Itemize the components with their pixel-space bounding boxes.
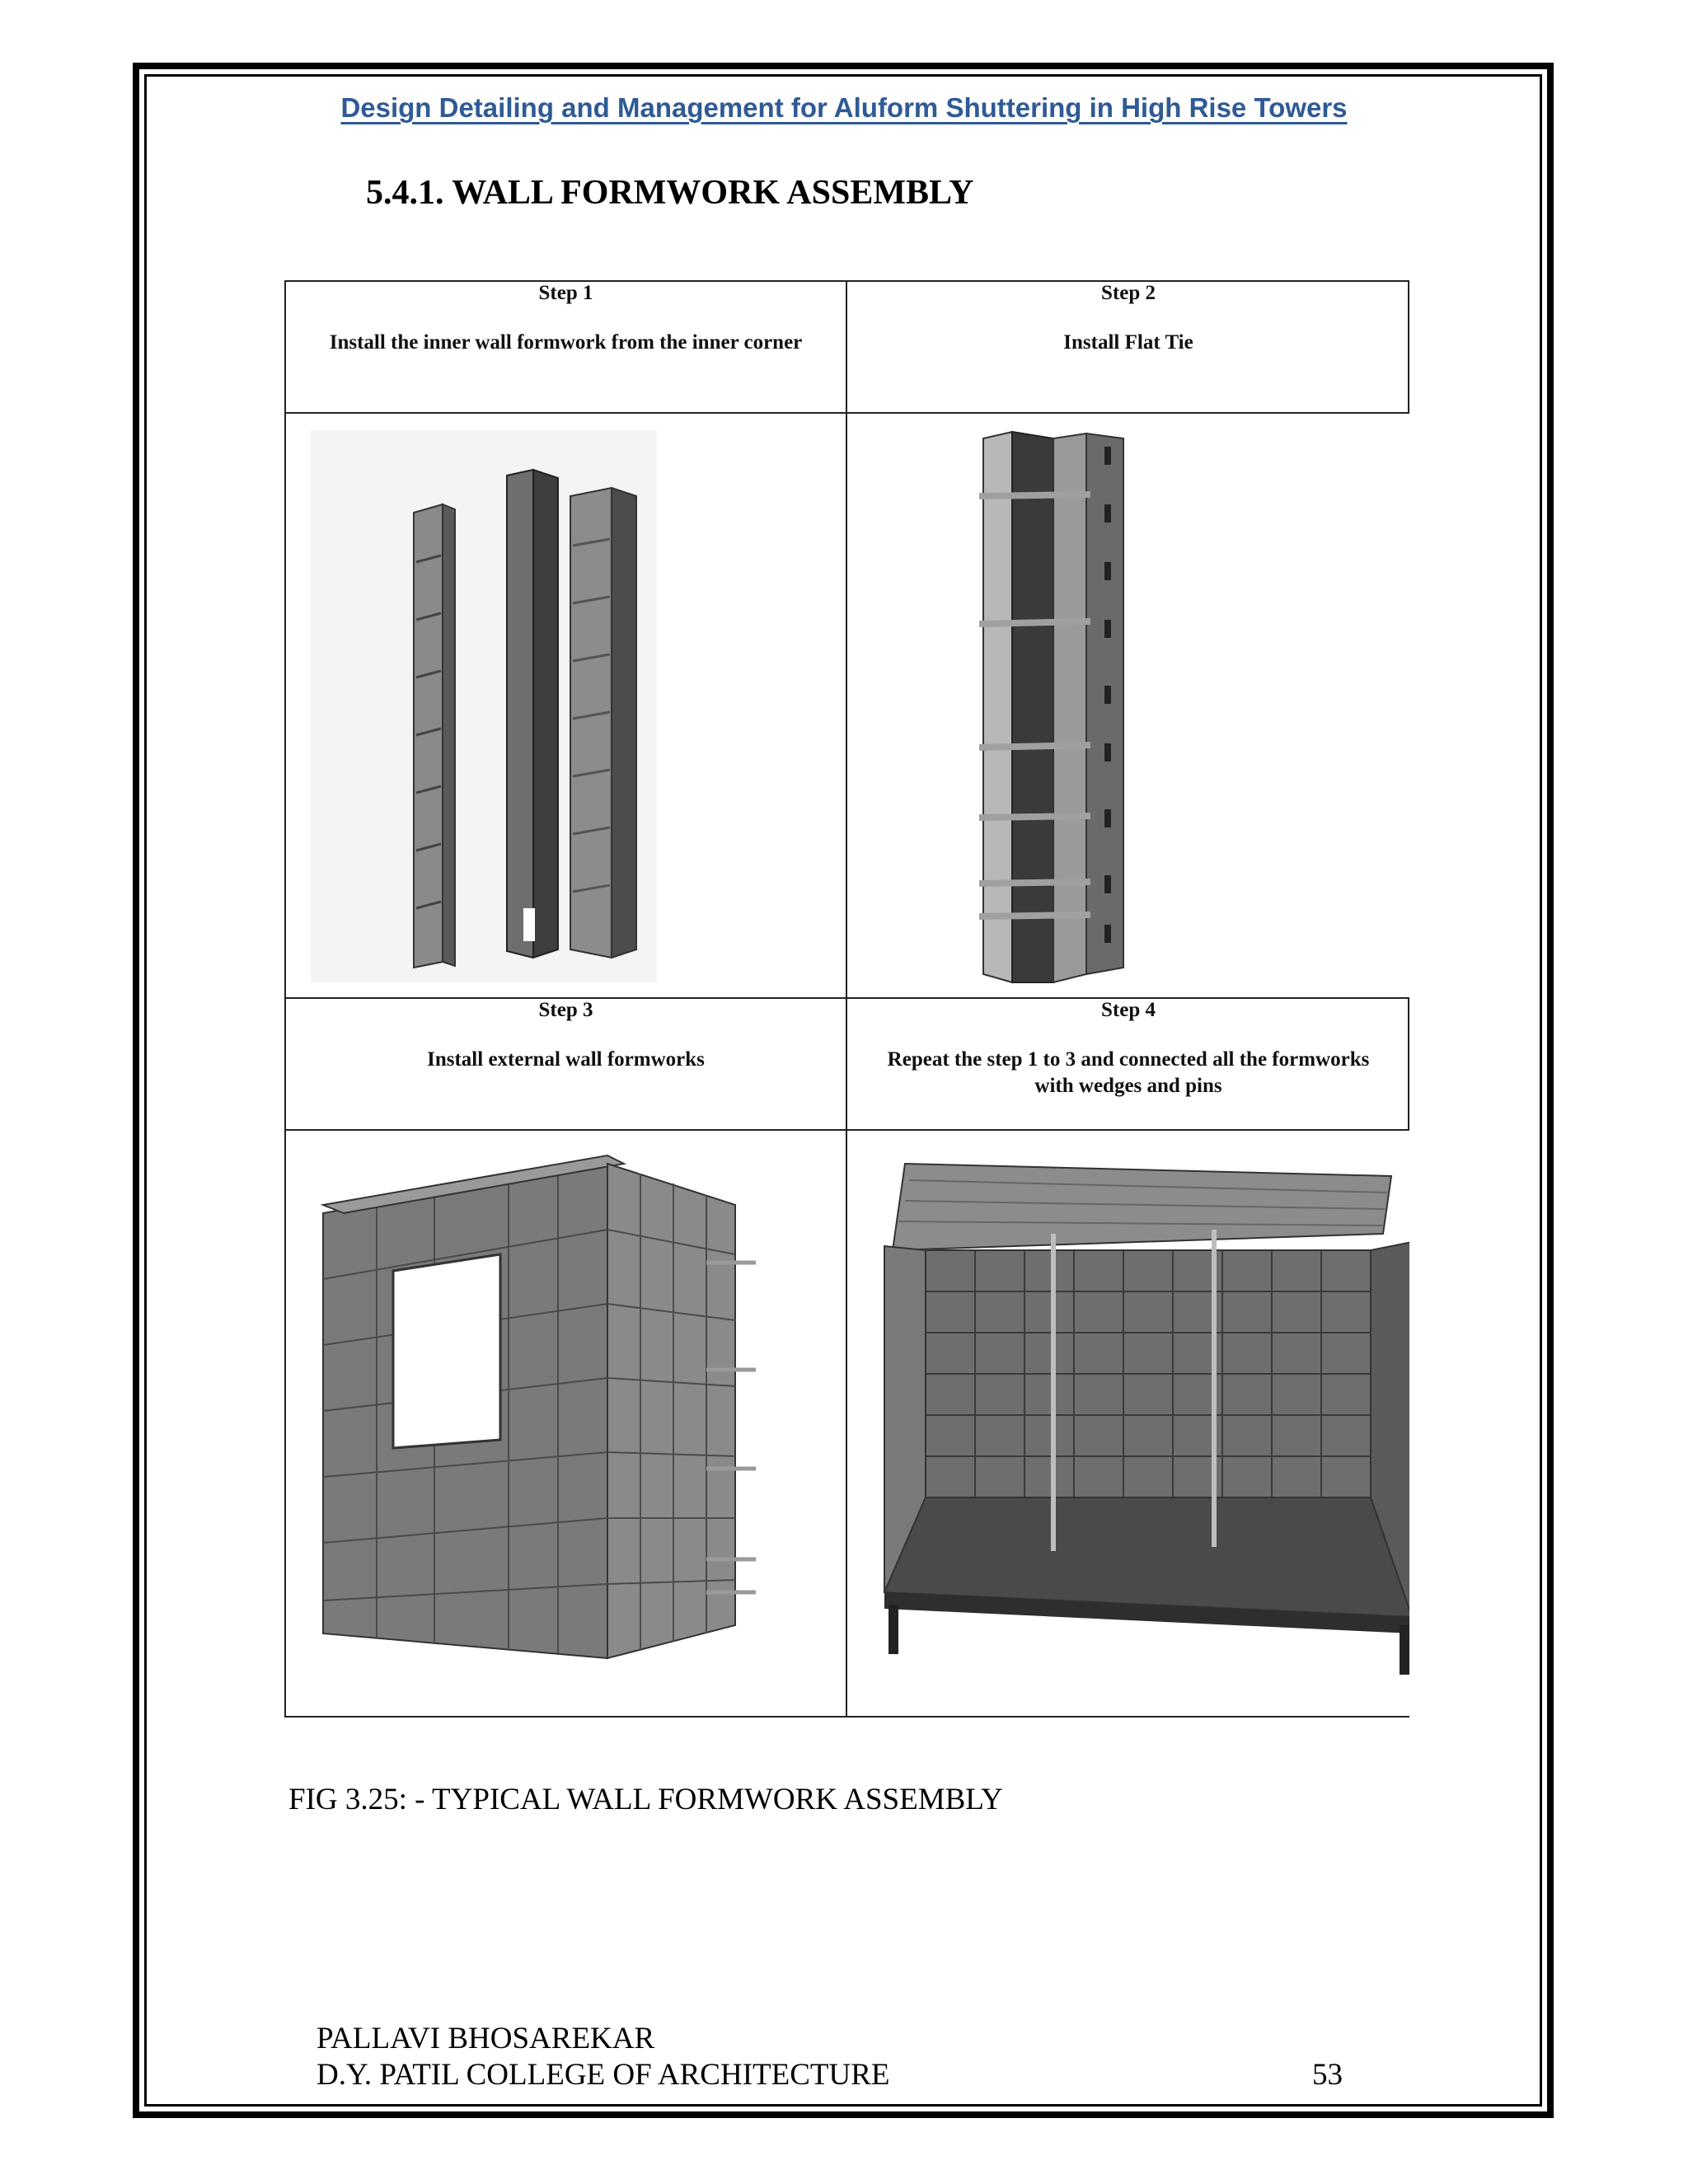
section-title: 5.4.1. WALL FORMWORK ASSEMBLY xyxy=(366,174,974,212)
figure-caption: FIG 3.25: - TYPICAL WALL FORMWORK ASSEMBLY xyxy=(288,1783,1003,1816)
step-3-description: Install external wall formworks xyxy=(427,1048,705,1071)
external-wall-formwork-drawing xyxy=(286,1131,847,1716)
step-4-title: Step 4 xyxy=(1101,999,1156,1021)
step-1-label-cell xyxy=(286,282,847,414)
step-2-label-cell xyxy=(847,282,1409,414)
step-4-illustration xyxy=(847,1131,1409,1716)
step-3-label-cell xyxy=(286,999,847,1131)
running-header: Design Detailing and Management for Aluform Shuttering in High Rise Towers xyxy=(340,92,1348,123)
step-4-description: Repeat the step 1 to 3 and connected all the formworks with wedges and pins xyxy=(887,1048,1370,1097)
step-3-title: Step 3 xyxy=(538,999,593,1021)
step-1-description: Install the inner wall formwork from the inner corner xyxy=(329,331,803,354)
step-1-title: Step 1 xyxy=(538,282,593,304)
step-1-illustration xyxy=(286,414,847,999)
flat-tie-drawing xyxy=(847,414,1409,999)
full-room-formwork-drawing xyxy=(847,1131,1409,1716)
step-2-title: Step 2 xyxy=(1101,282,1156,304)
step-2-illustration xyxy=(847,414,1409,999)
footer-author: PALLAVI BHOSAREKAR xyxy=(316,2022,655,2055)
step-2-description: Install Flat Tie xyxy=(1063,331,1193,354)
step-3-illustration xyxy=(286,1131,847,1716)
inner-wall-panels-drawing xyxy=(286,414,847,999)
steps-table xyxy=(284,280,1409,1718)
page-number: 53 xyxy=(1312,2058,1343,2092)
step-4-label-cell xyxy=(847,999,1409,1131)
footer-college: D.Y. PATIL COLLEGE OF ARCHITECTURE xyxy=(316,2058,890,2092)
